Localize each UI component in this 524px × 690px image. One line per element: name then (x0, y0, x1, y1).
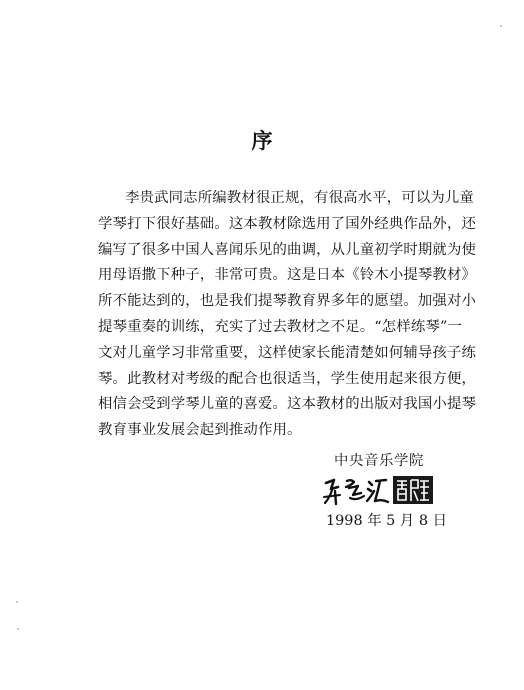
page-title: 序 (251, 128, 273, 153)
handwritten-signature (320, 473, 440, 507)
preface-line: 学琴打下很好基础。这本教材除选用了国外经典作品外，还 (98, 215, 477, 232)
institution-name: 中央音乐学院 (334, 453, 424, 469)
preface-line: 李贵武同志所编教材很正规，有很高水平，可以为儿童 (125, 190, 474, 206)
preface-line: 相信会受到学琴儿童的喜爱。这本教材的出版对我国小提琴 (98, 396, 477, 413)
preface-line: 提琴重奏的训练，充实了过去教材之不足。“怎样练琴”一 (98, 318, 462, 335)
preface-line: 琴。此教材对考级的配合也很适当，学生使用起来很方便， (98, 370, 477, 387)
preface-line: 编写了很多中国人喜闻乐见的曲调，从儿童初学时期就为使 (98, 241, 477, 258)
seal-stamp (393, 476, 433, 504)
scan-speck (16, 601, 18, 603)
preface-body (98, 186, 477, 444)
preface-line: 教育事业发展会起到推动作用。 (98, 422, 302, 439)
preface-line: 用母语撒下种子，非常可贵。这是日本《铃木小提琴教材》 (98, 267, 477, 284)
preface-line: 所不能达到的，也是我们提琴教育界多年的愿望。加强对小 (98, 293, 477, 310)
scan-speck (17, 628, 19, 630)
preface-line: 文对儿童学习非常重要，这样使家长能清楚如何辅导孩子练 (98, 344, 477, 361)
signature-date: 1998 年 5 月 8 日 (326, 513, 447, 529)
scan-speck (500, 25, 502, 27)
